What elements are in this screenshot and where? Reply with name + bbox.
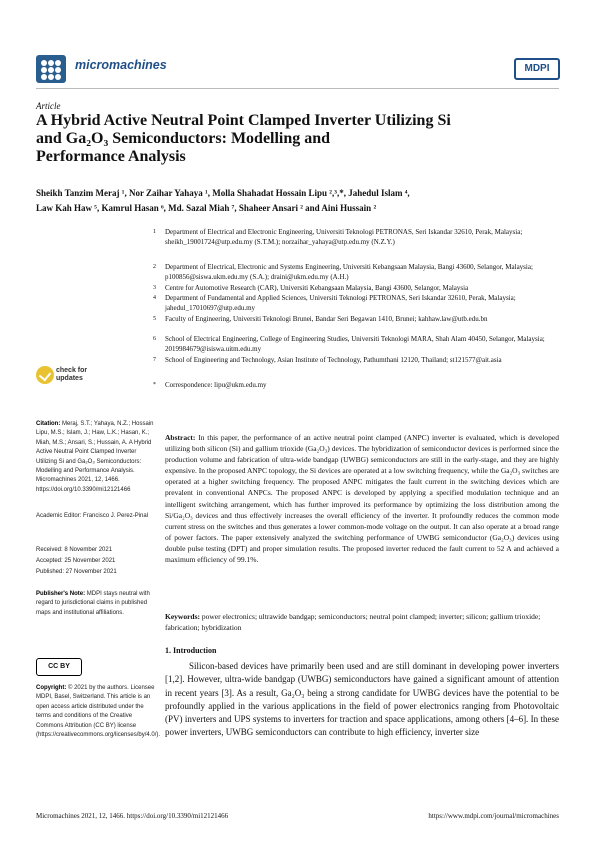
abstract-label: Abstract: [165,433,196,442]
copyright-text: © 2021 by the authors. Licensee MDPI, Basel, Switzerland. This article is an open access article distributed under the terms and conditions of the Creative Commons Attribution (CC BY) license (https://creativecommons.org/licenses/by/4.0/). [36,685,161,739]
title-line: A Hybrid Active Neutral Point Clamped Inverter Utilizing Si [36,112,451,129]
accepted-date: Accepted: 25 November 2021 [36,558,116,564]
cc-license-icon[interactable]: CC BY [36,658,82,676]
publisher-note [36,590,158,618]
citation-label: Citation: [36,421,61,427]
affiliation-number: 1 [153,229,156,235]
affiliation-text: School of Electrical Engineering, College of Engineering Studies, Universiti Teknologi MARA, Shah Alam 40450, Selangor, Malaysia; 2019984679@isiswa.uitm.edu.my [165,335,545,353]
affiliation-text: Department of Electrical, Electronic and Systems Engineering, Universiti Kebangsaan Malaysia, Bangi 43600, Selangor, Malaysia; p100856@siswa.ukm.edu.my (S.A.); draini@ukm.edu.my (A.H.) [165,263,533,281]
affiliation-text: Department of Electrical and Electronic Engineering, Universiti Teknologi PETRONAS, Seri Iskandar 32610, Perak, Malaysia; sheikh_19001724@utp.edu.my (S.T.M.); norzaihar_yahaya@utp.edu.my (N.Z.Y.) [165,228,523,246]
journal-logo-icon [36,55,66,83]
affiliation-number: 7 [153,357,156,363]
intro-text: Silicon-based devices have primarily been used and are still dominant in developing power inverters [1,2]. However, ultra-wide bandgap (UWBG) semiconductors have gained a significant amount of attention in recent years [3]. As a result, Ga₂O₃ being a strong candidate for UWBG devices have the potential to be profoundly applied in the various applications in the field of power electronics ranging from Photovoltaic (PV) inverters and UPS systems to inverters for traction and space applications, among others [4–6]. In these power inverters, UWBG semiconductors can contribute to high efficiency, inverter size [165,661,559,738]
editor-name: Francisco J. Perez-Pinal [83,513,149,519]
affiliation-number: 5 [153,316,156,322]
check-updates-icon[interactable] [36,366,54,384]
affiliation-text: Centre for Automotive Research (CAR), Universiti Kebangsaan Malaysia, Bangi 43600, Selangor, Malaysia [165,284,469,292]
citation [36,420,158,495]
affiliation-5 [153,315,559,325]
authors-line[interactable]: Law Kah Haw ⁵, Kamrul Hasan ⁶, Md. Sazal Miah ⁷, Shaheer Ansari ² and Aini Hussain ² [36,203,377,213]
affiliation-number: 2 [153,264,156,270]
affiliation-7 [153,356,559,366]
affiliation-3 [153,284,559,294]
publisher-note-label: Publisher's Note: [36,591,86,597]
affiliation-4 [153,294,559,313]
affiliation-2 [153,263,559,282]
affiliation-number: 3 [153,285,156,291]
received-date: Received: 8 November 2021 [36,547,113,553]
footer-journal-link[interactable]: https://www.mdpi.com/journal/micromachines [428,812,559,820]
journal-name: micromachines [75,58,167,72]
keywords-label: Keywords: [165,612,200,621]
intro-paragraph [165,660,559,740]
section-title: 1. Introduction [165,646,217,655]
keywords [165,611,559,633]
authors-line[interactable]: Sheikh Tanzim Meraj ¹, Nor Zaihar Yahaya ¹, Molla Shahadat Hossain Lipu ²,³,*, Jahedul Islam ⁴, [36,188,410,198]
copyright-label: Copyright: [36,685,67,691]
author-list [36,186,559,216]
keywords-text: power electronics; ultrawide bandgap; semiconductors; neutral point clamped; inverter; silicon; gallium trioxide; fabrication; hybridization [165,612,541,632]
mdpi-logo: MDPI [514,58,560,80]
paper-title [36,112,559,166]
article-type: Article [36,101,61,111]
affiliation-number: 4 [153,295,156,301]
affiliation-6 [153,335,559,354]
affiliation-number: 6 [153,336,156,342]
affiliation-number: * [153,382,156,388]
editor-label: Academic Editor: [36,513,82,519]
affiliation-text: Department of Fundamental and Applied Sciences, Universiti Teknologi PETRONAS, Seri Iskandar 32610, Perak, Malaysia; jahedul_17010697@utp.edu.my [165,294,516,312]
copyright [36,684,161,740]
title-line: and Ga₂O₃ Semiconductors: Modelling and [36,130,331,147]
correspondence [153,381,559,391]
academic-editor [36,512,158,521]
citation-text[interactable]: Meraj, S.T.; Yahaya, N.Z.; Hossain Lipu, M.S.; Islam, J.; Haw, L.K.; Hasan, K.; Miah, M.S.; Ansari, S.; Hussain, A. A Hybrid Active Neutral Point Clamped Inverter Utilizing Si and Ga₂O₃ Semiconductors: Modelling and Performance Analysis. Micromachines 2021, 12, 1466. https://doi.org/10.3390/mi12121466 [36,421,154,493]
affiliation-text: Faculty of Engineering, Universiti Teknologi Brunei, Bandar Seri Begawan 1410, Brunei; kahhaw.law@utb.edu.bn [165,315,488,323]
footer-citation[interactable]: Micromachines 2021, 12, 1466. https://doi.org/10.3390/mi12121466 [36,812,229,820]
published-date: Published: 27 November 2021 [36,569,117,575]
affiliation-1 [153,228,559,247]
title-line: Performance Analysis [36,148,186,165]
affiliation-text: School of Engineering and Technology, Asian Institute of Technology, Pathumthani 12120, Thailand; st121577@ait.asia [165,356,502,364]
check-updates-label[interactable]: check for updates [56,367,88,382]
abstract [165,432,559,565]
affiliation-text[interactable]: Correspondence: lipu@ukm.edu.my [165,381,267,389]
header-divider [36,88,559,89]
publisher-note-text: MDPI stays neutral with regard to jurisdictional claims in published maps and institutional affiliations. [36,591,150,616]
abstract-text: In this paper, the performance of an active neutral point clamped (ANPC) inverter is evaluated, which is developed utilizing both silicon (Si) and gallium trioxide (Ga₂O₃) devices. The hybridization of semiconductor devices is performed since the production volume and fabrication of ultra-wide bandgap (UWBG) semiconductors are still in the early-stage, and they are highly expensive. In the proposed ANPC topology, the Si devices are operated at a low switching frequency, while the Ga₂O₃ switches are operated at a higher switching frequency. The proposed ANPC mitigates the fault current in the switching devices which are prevalent in conventional ANPCs. The proposed ANPC is developed by applying a specified modulation technique and an intelligent switching arrangement, which has further improved its performance by optimizing the loss distribution among the Si/Ga₂O₃ devices and thus effectively increases the overall efficiency of the inverter. It profoundly reduces the common mode current stress on the switches and thus generates a lower common-mode voltage on the output. It can also operate at a broad range of power factors. The paper extensively analyzed the switching performance of UWBG semiconductor (Ga₂O₃) devices using double pulse testing (DPT) and proper simulation results. The proposed inverter reduced the fault current to 52 A and achieved a maximum efficiency of 99.1%. [165,433,560,565]
